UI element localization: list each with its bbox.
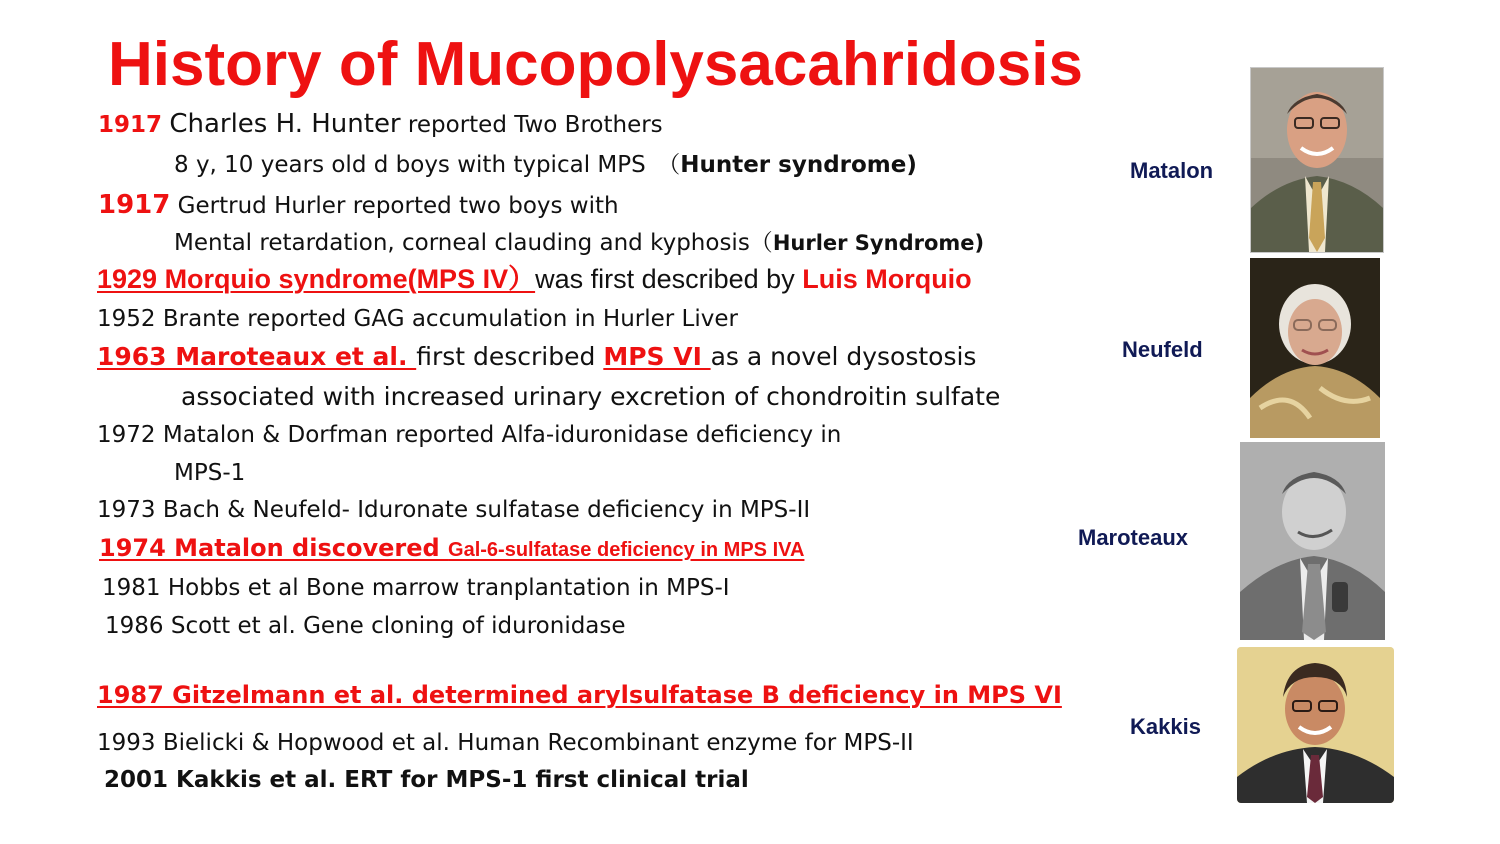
portrait-neufeld xyxy=(1250,258,1380,438)
person-name: Charles H. Hunter xyxy=(169,109,401,139)
event-highlight: 1963 Maroteaux et al. xyxy=(97,342,417,371)
portrait-maroteaux xyxy=(1240,442,1385,640)
line-text: reported Two Brothers xyxy=(400,112,663,138)
timeline-line-1963 xyxy=(97,343,976,372)
timeline-line-1952: 1952 Brante reported GAG accumulation in Hurler Liver xyxy=(97,306,738,332)
timeline-line-1974 xyxy=(99,535,804,563)
timeline-line-1972: 1972 Matalon & Dorfman reported Alfa-iduronidase deficiency in xyxy=(97,422,842,448)
timeline-line-1973: 1973 Bach & Neufeld- Iduronate sulfatase deficiency in MPS-II xyxy=(97,497,811,523)
timeline-line-1972-detail: MPS-1 xyxy=(174,460,246,486)
syndrome-name: Hunter syndrome) xyxy=(680,152,917,178)
line-text: as a novel dysostosis xyxy=(710,342,977,371)
timeline-line-2001: 2001 Kakkis et al. ERT for MPS-1 first clinical trial xyxy=(104,767,749,793)
line-text: Mental retardation, corneal clauding and kyphosis（ xyxy=(174,230,773,256)
line-text: Gertrud Hurler reported two boys with xyxy=(170,193,619,219)
line-text: was first described by xyxy=(535,264,803,294)
timeline-line-hurler-detail xyxy=(174,230,984,256)
portrait-matalon xyxy=(1250,67,1384,253)
timeline-line-1986: 1986 Scott et al. Gene cloning of iduronidase xyxy=(105,613,626,639)
person-label-neufeld: Neufeld xyxy=(1122,337,1203,362)
event-detail: Gal-6-sulfatase deficiency in MPS IVA xyxy=(448,539,805,561)
timeline-line-1993: 1993 Bielicki & Hopwood et al. Human Recombinant enzyme for MPS-II xyxy=(97,730,914,756)
year: 1917 xyxy=(98,112,163,138)
event-highlight: 1929 Morquio syndrome(MPS IV） xyxy=(97,264,536,294)
timeline-line-1917-hunter xyxy=(98,110,663,140)
slide-title: History of Mucopolysacahridosis xyxy=(108,30,1083,99)
timeline-line-1917-hurler xyxy=(98,191,619,221)
event-highlight: 1974 Matalon discovered xyxy=(99,534,449,562)
person-label-kakkis: Kakkis xyxy=(1130,714,1201,739)
year: 1917 xyxy=(98,190,171,220)
timeline-line-1987: 1987 Gitzelmann et al. determined arylsulfatase B deficiency in MPS VI xyxy=(97,681,1062,709)
timeline-line-1963-detail: associated with increased urinary excretion of chondroitin sulfate xyxy=(181,382,1001,411)
timeline-line-1981: 1981 Hobbs et al Bone marrow tranplantation in MPS-I xyxy=(102,575,730,601)
line-text: 8 y, 10 years old d boys with typical MPS （ xyxy=(174,152,681,178)
portrait-kakkis xyxy=(1237,647,1394,803)
timeline-line-1929-morquio xyxy=(97,264,972,295)
event-highlight: MPS VI xyxy=(603,342,711,371)
line-text: first described xyxy=(416,342,604,371)
timeline-line-hunter-detail xyxy=(174,152,917,178)
syndrome-name: Hurler Syndrome) xyxy=(772,231,985,255)
person-label-maroteaux: Maroteaux xyxy=(1078,525,1189,550)
person-name: Luis Morquio xyxy=(802,264,972,294)
person-label-matalon: Matalon xyxy=(1130,158,1214,183)
